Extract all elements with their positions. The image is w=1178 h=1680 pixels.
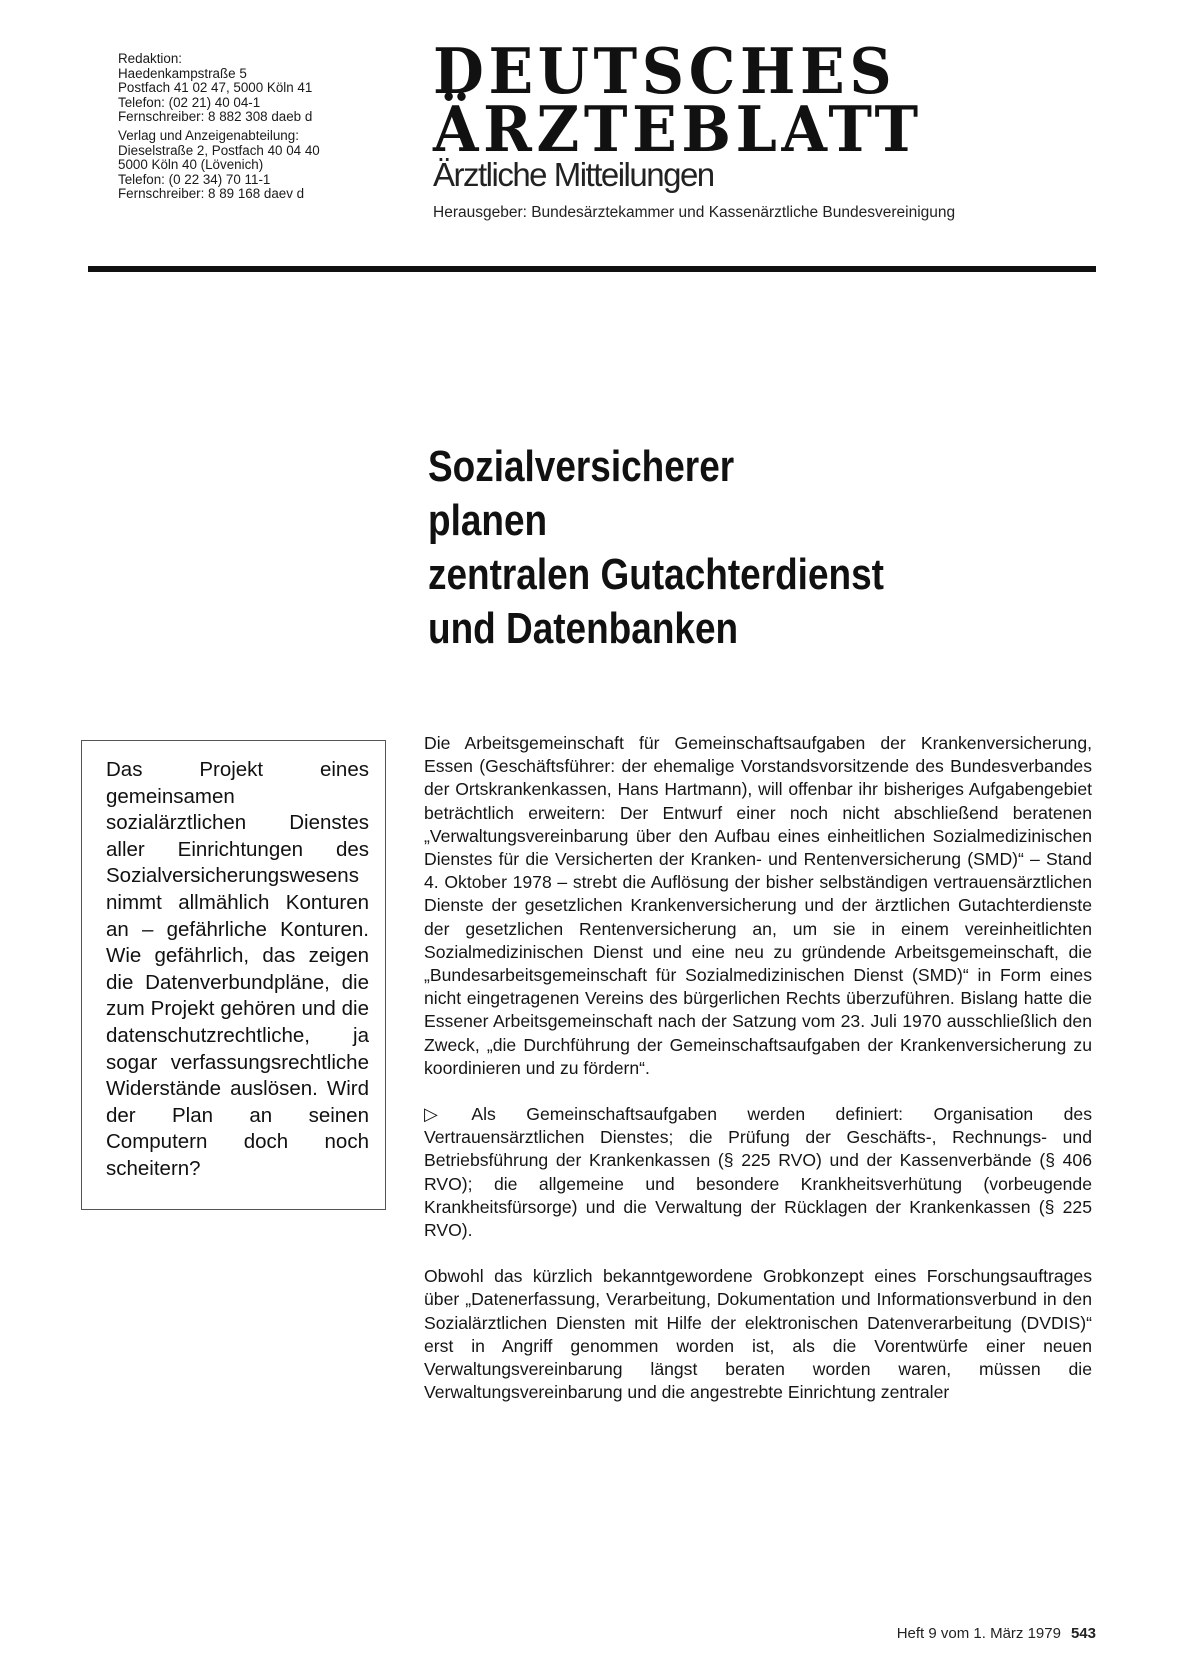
abstract-box (81, 740, 386, 1210)
page-number: 543 (1070, 1625, 1096, 1642)
masthead-subtitle: Ärztliche Mitteilungen (433, 156, 714, 193)
masthead-title-line1: DEUTSCHES (433, 34, 897, 108)
article-headline (428, 440, 999, 656)
article-paragraph-3: Obwohl das kürzlich bekanntgewordene Grobkonzept eines Forschungsauftrages über „Datenerfassung, Verarbeitung, Dokumentation und Informationsverbund in den Sozialärztlichen Diensten mit Hilfe der elektronischen Datenverarbeitung (DVDIS)“ erst in Angriff genommen worden ist, als die Vorentwürfe einer neuen Verwaltungsvereinbarung längst beraten worden waren, müssen die Verwaltungsvereinbarung und die angestrebte Einrichtung zentraler (424, 1266, 1092, 1403)
address-line: Redaktion: (118, 51, 183, 66)
editorial-address (118, 52, 418, 125)
triangle-marker-icon: ▷ (424, 1104, 464, 1125)
address-line: Verlag und Anzeigenabteilung: (118, 127, 299, 143)
address-line: Dieselstraße 2, Postfach 40 04 40 (118, 142, 320, 158)
article-paragraph-1: Die Arbeitsgemeinschaft für Gemeinschaftsaufgaben der Krankenversicherung, Essen (Geschäftsführer: der ehemalige Vorstandsvorsitzende des Bundesverbandes der Ortskrankenkassen, Hans Hartmann), will offenbar ihr bisheriges Aufgabengebiet beträchtlich erweitern: Der Entwurf einer noch nicht abschließend beratenen „Verwaltungsvereinbarung über den Aufbau eines einheitlichen Sozialmedizinischen Dienstes für die Versicherten der Kranken- und Rentenversicherung (SMD)“ – Stand 4. Oktober 1978 – strebt die Auflösung der bisher selbständigen vertrauensärztlichen Dienste der gesetzlichen Krankenversicherung und der ärztlichen Gutachterdienste der gesetzlichen Rentenversicherung an, um sie in einem vereinheitlichten Sozialmedizinischen Dienst und eine neu zu gründende Arbeitsgemeinschaft, die „Bundesarbeitsgemeinschaft für Sozialmedizinischen Dienst (SMD)“ in Form eines nicht eingetragenen Vereins des bürgerlichen Rechts überzuführen. Bislang hatte die Essener Arbeitsgemeinschaft nach der Satzung vom 23. Juli 1970 ausschließlich den Zweck, „die Durchführung der Gemeinschaftsaufgaben der Krankenversicherung zu koordinieren und zu fördern“. (424, 733, 1092, 1078)
issue-info: Heft 9 vom 1. März 1979 (896, 1625, 1061, 1642)
address-line: Postfach 41 02 47, 5000 Köln 41 (118, 80, 313, 96)
address-line: Haedenkampstraße 5 (118, 65, 247, 81)
address-line: Fernschreiber: 8 89 168 daev d (118, 186, 305, 202)
address-line: Telefon: (02 21) 40 04-1 (118, 94, 261, 110)
masthead-title-line2: ÄRZTEBLATT (433, 92, 923, 166)
headline-line: zentralen Gutachterdienst (428, 550, 884, 599)
publisher-address (118, 129, 418, 202)
page-footer (897, 1625, 1096, 1642)
address-line: 5000 Köln 40 (Lövenich) (118, 157, 264, 173)
headline-line: Sozialversicherer (428, 442, 735, 491)
paragraph-text: Als Gemeinschaftsaufgaben werden definiert: Organisation des Vertrauensärztlichen Dienstes; die Prüfung der Geschäfts-, Rechnungs- und Betriebsführung der Krankenkassen (§ 225 RVO) und der Kassenverbände (§ 406 RVO); die allgemeine und besondere Krankheitsverhütung (vorbeugende Krankheitsfürsorge) und die Verwaltung der Rücklagen der Krankenkassen (§ 225 RVO). (424, 1104, 1092, 1241)
abstract-text: Das Projekt eines gemeinsamen sozialärztlichen Dienstes aller Einrichtungen des Sozialversicherungswesens nimmt allmählich Konturen an – gefährliche Konturen. Wie gefährlich, das zeigen die Datenverbundpläne, die zum Projekt gehören und die datenschutzrechtliche, ja sogar verfassungsrechtliche Widerstände auslösen. Wird der Plan an seinen Computern doch noch scheitern? (106, 758, 369, 1180)
contact-address-block (118, 52, 418, 206)
headline-line: planen (428, 496, 548, 545)
article-paragraph-2 (424, 1103, 1092, 1242)
article-body (424, 732, 1092, 1427)
address-line: Telefon: (0 22 34) 70 11-1 (118, 171, 271, 187)
masthead (433, 34, 1133, 222)
headline-line: und Datenbanken (428, 604, 739, 653)
masthead-publisher: Herausgeber: Bundesärztekammer und Kassenärztliche Bundesvereinigung (433, 204, 956, 221)
masthead-rule (88, 266, 1096, 272)
address-line: Fernschreiber: 8 882 308 daeb d (118, 109, 313, 125)
